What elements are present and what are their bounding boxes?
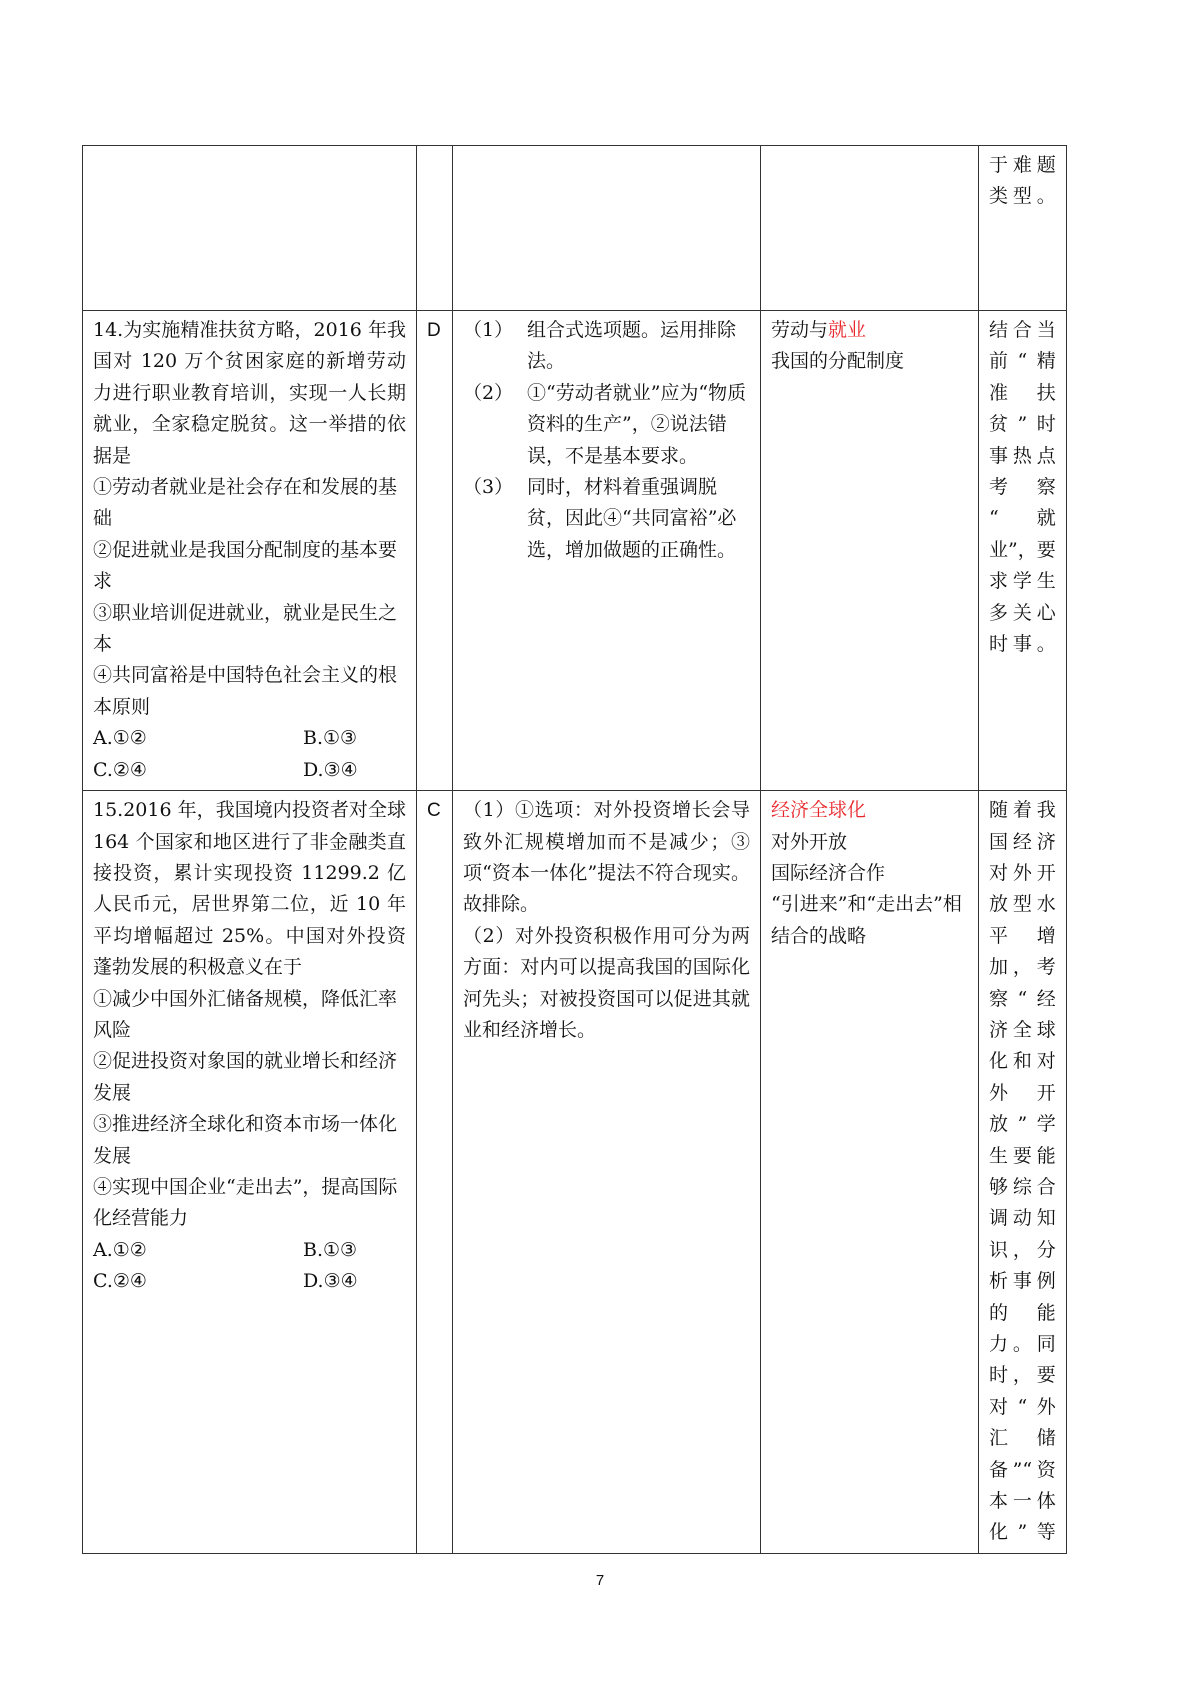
analysis-item: [463, 472, 750, 566]
option-c: C.②④: [93, 758, 147, 781]
comment-line: 对外开: [989, 861, 1056, 884]
comment-line: 准 扶: [989, 381, 1056, 404]
comment-line: 类型。: [989, 185, 1056, 208]
option-d: D.③④: [303, 758, 358, 781]
question-cell: [83, 311, 417, 791]
comment-line: 的 能: [989, 1301, 1056, 1324]
analysis-item: [463, 378, 750, 472]
comment-line: 力。同: [989, 1333, 1056, 1355]
analysis-paragraph: （1）①选项：对外投资增长会导致外汇规模增加而不是减少；③项“资本一体化”提法不符合现实。故排除。: [463, 799, 750, 916]
knowledge-point: 我国的分配制度: [771, 350, 905, 373]
option-a: A.①②: [93, 727, 147, 750]
table-row: [83, 311, 1067, 791]
question-text: 14.为实施精准扶贫方略，2016 年我国对 120 万个贫困家庭的新增劳动力进行职业教育培训，实现一人长期就业，全家稳定脱贫。这一举措的依据是: [93, 319, 406, 467]
comment-line: 察“经: [989, 987, 1056, 1010]
comment-line: 求学生: [989, 570, 1056, 593]
statement: ④实现中国企业“走出去”，提高国际化经营能力: [93, 1175, 398, 1230]
statement: ③推进经济全球化和资本市场一体化发展: [93, 1113, 398, 1167]
statement: ②促进投资对象国的就业增长和经济发展: [93, 1050, 398, 1104]
knowledge-point: 对外开放: [771, 830, 848, 853]
option-a: A.①②: [93, 1238, 147, 1261]
statement: ④共同富裕是中国特色社会主义的根本原则: [93, 664, 398, 718]
comment-line: 平 增: [989, 924, 1056, 947]
option-c: C.②④: [93, 1270, 147, 1293]
comment-line: 析事例: [989, 1270, 1056, 1293]
knowledge-point: 国际经济合作: [771, 861, 886, 884]
knowledge-highlight: 就业: [828, 319, 867, 341]
comment-line: 时，要: [989, 1364, 1056, 1387]
comment-line: 对“外: [989, 1395, 1056, 1418]
table-row: [83, 791, 1067, 1554]
question-text: 15.2016 年，我国境内投资者对全球 164 个国家和地区进行了非金融类直接投资，累计实现投资 11299.2 亿人民币元，居世界第二位，近 10 年平均增幅超过 25%。中国对外投资蓬勃发展的积极意义在于: [93, 799, 406, 979]
comment-line: 放”学: [989, 1113, 1056, 1136]
comment-cell: [979, 311, 1067, 791]
comment-line: 结合当: [989, 319, 1056, 341]
comment-line: 业”，要: [989, 538, 1056, 561]
item-number: （2）: [463, 381, 514, 404]
answer-cell: C: [417, 791, 453, 1554]
knowledge-cell: [761, 146, 979, 311]
statement: ③职业培训促进就业，就业是民生之本: [93, 601, 398, 656]
comment-line: 济全球: [989, 1018, 1056, 1041]
page-number: 7: [595, 1572, 605, 1589]
comment-cell: [979, 791, 1067, 1554]
comment-line: 生要能: [989, 1144, 1056, 1167]
comment-line: 化和对: [989, 1050, 1056, 1073]
comment-line: 事热点: [989, 444, 1056, 467]
comment-line: 放型水: [989, 893, 1056, 916]
question-cell: [83, 791, 417, 1554]
knowledge-highlight: 经济全球化: [771, 799, 867, 822]
analysis-item: [463, 315, 750, 378]
item-number: （1）: [463, 319, 514, 341]
comment-line: 于难题: [989, 154, 1056, 176]
statement: ②促进就业是我国分配制度的基本要求: [93, 538, 398, 593]
comment-line: 国经济: [989, 830, 1056, 853]
knowledge-cell: [761, 311, 979, 791]
comment-line: 前“精: [989, 350, 1056, 373]
item-text: 同时，材料着重强调脱贫，因此④“共同富裕”必选，增加做题的正确性。: [527, 476, 737, 561]
comment-line: 贫”时: [989, 413, 1056, 436]
option-b: B.①③: [303, 727, 358, 750]
comment-line: 识，分: [989, 1238, 1056, 1261]
comment-line: “ 就: [989, 507, 1056, 530]
statement: ①劳动者就业是社会存在和发展的基础: [93, 476, 398, 530]
comment-line: 调动知: [989, 1207, 1056, 1230]
comment-line: 加，考: [989, 956, 1056, 979]
comment-line: 随着我: [989, 799, 1056, 822]
analysis-cell: [453, 791, 761, 1554]
knowledge-point: 劳动与: [771, 319, 829, 341]
comment-line: 外 开: [989, 1081, 1056, 1104]
option-d: D.③④: [303, 1270, 358, 1293]
comment-line: 化”等: [989, 1521, 1056, 1544]
knowledge-cell: [761, 791, 979, 1554]
statement: ①减少中国外汇储备规模，降低汇率风险: [93, 987, 398, 1041]
answer-table: [82, 145, 1067, 1554]
comment-cell: [979, 146, 1067, 311]
knowledge-point: “引进来”和“走出去”相结合的战略: [771, 893, 962, 947]
answer-cell: D: [417, 311, 453, 791]
comment-line: 汇 储: [989, 1427, 1056, 1450]
analysis-cell: [453, 311, 761, 791]
item-number: （3）: [463, 476, 514, 499]
comment-line: 够综合: [989, 1175, 1056, 1198]
comment-line: 多关心: [989, 601, 1056, 624]
analysis-paragraph: （2）对外投资积极作用可分为两方面：对内可以提高我国的国际化河先头；对被投资国可以促进其就业和经济增长。: [463, 924, 750, 1041]
answer-cell: [417, 146, 453, 311]
analysis-cell: [453, 146, 761, 311]
comment-line: 时事。: [989, 633, 1056, 656]
option-b: B.①③: [303, 1238, 358, 1261]
comment-line: 备”“资: [989, 1458, 1056, 1481]
question-cell: [83, 146, 417, 311]
item-text: 组合式选项题。运用排除法。: [527, 319, 737, 373]
item-text: ①“劳动者就业”应为“物质资料的生产”，②说法错误，不是基本要求。: [527, 381, 747, 467]
comment-line: 考 察: [989, 476, 1056, 499]
table-row: [83, 146, 1067, 311]
comment-line: 本一体: [989, 1490, 1056, 1513]
